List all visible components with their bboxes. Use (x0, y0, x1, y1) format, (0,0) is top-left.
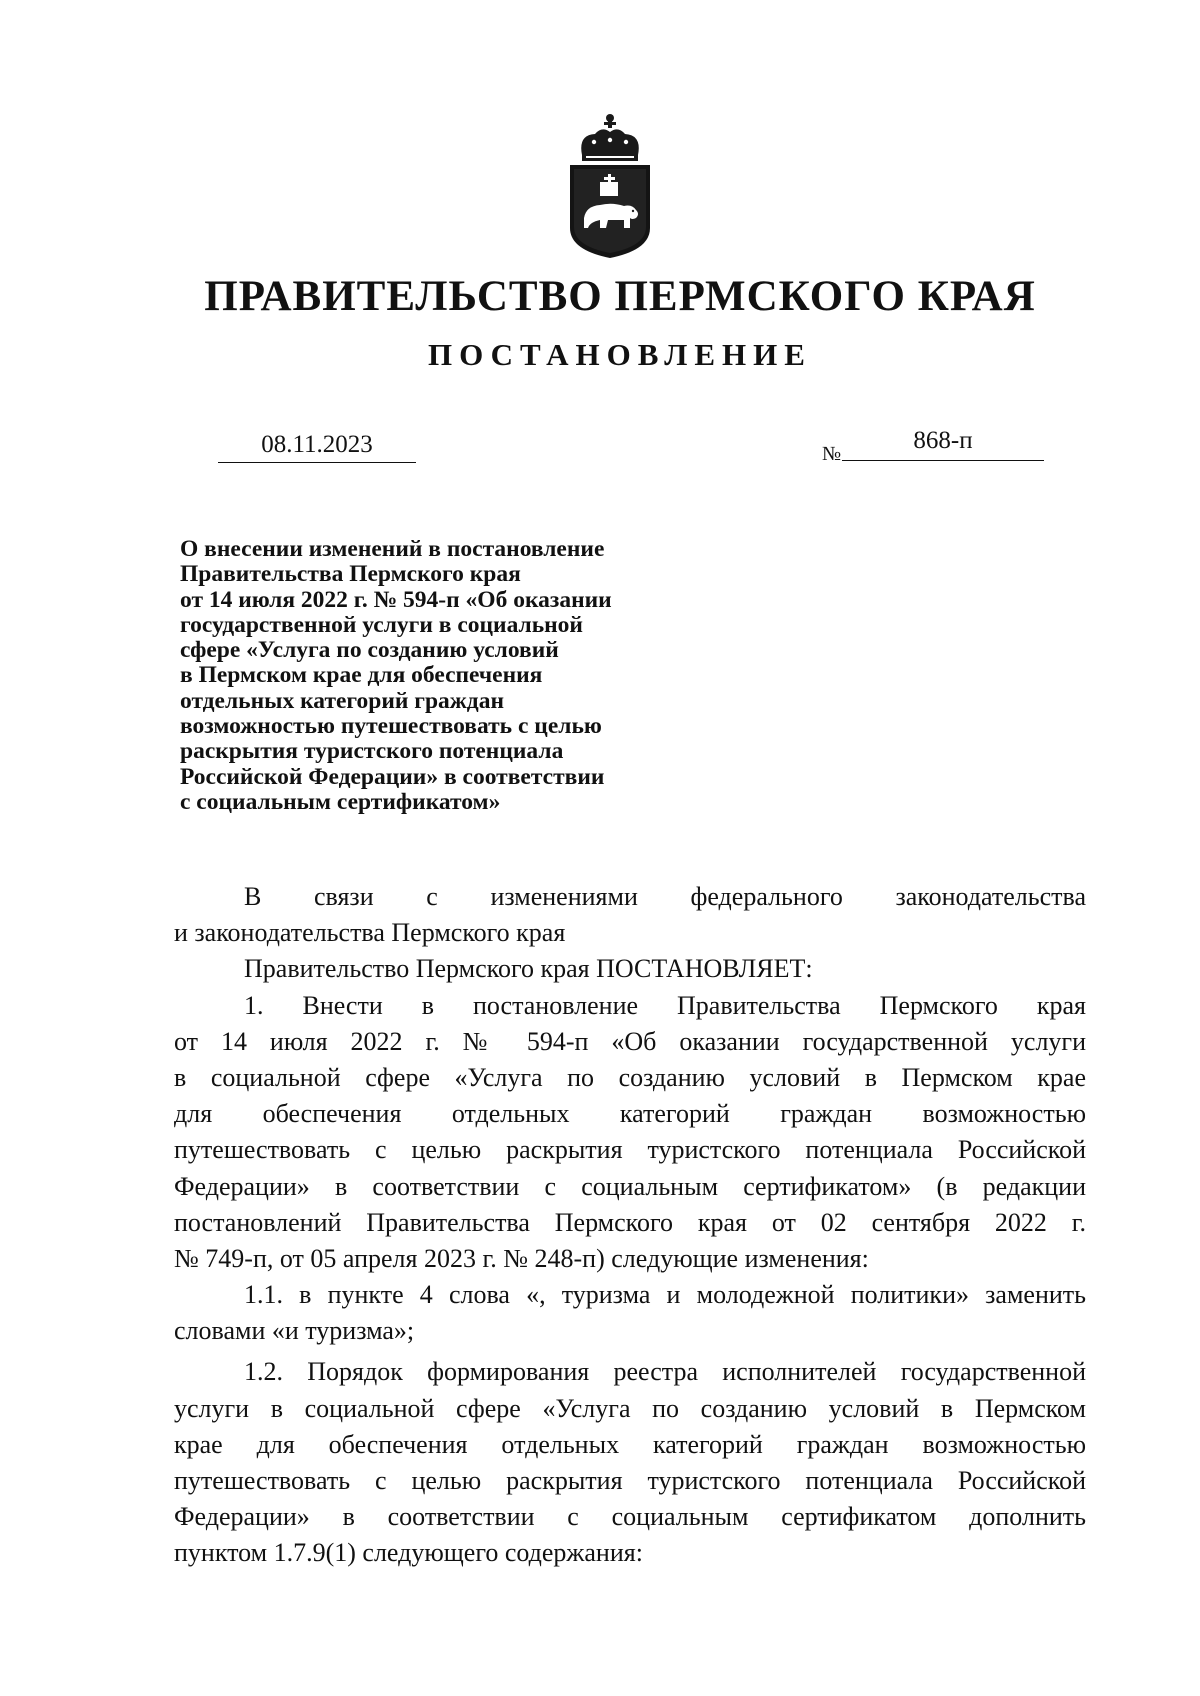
subject-line: с социальным сертификатом» (180, 788, 501, 815)
perm-krai-coat-of-arms-icon (560, 110, 660, 260)
subject-line: государственной услуги в социальной (180, 611, 583, 638)
subject-line: раскрытия туристского потенциала (180, 738, 564, 765)
subject-line: от 14 июля 2022 г. № 594-п «Об оказании (180, 586, 612, 613)
subject-line: отдельных категорий граждан (180, 687, 504, 714)
subject-line: Правительства Пермского края (180, 561, 521, 588)
body-line: постановлений Правительства Пермского края от 02 сентября 2022 г. (174, 1207, 1086, 1237)
organization-title: ПРАВИТЕЛЬСТВО ПЕРМСКОГО КРАЯ (204, 273, 1036, 320)
subject-line: О внесении изменений в постановление (180, 536, 605, 562)
document-subject (180, 537, 720, 815)
body-line: В связи с изменениями федерального законодательства (244, 882, 1086, 911)
body-line: Федерации» в соответствии с социальным сертификатом» (в редакции (174, 1171, 1086, 1201)
body-line: крае для обеспечения отдельных категорий граждан возможностью (174, 1429, 1086, 1459)
body-line: словами «и туризма»; (174, 1316, 415, 1346)
number-label: № (822, 443, 842, 465)
body-line: № 749-п, от 05 апреля 2023 г. № 248-п) следующие изменения: (174, 1243, 869, 1273)
body-line: 1.2. Порядок формирования реестра исполнителей государственной (244, 1357, 1086, 1387)
subject-line: в Пермском крае для обеспечения (180, 662, 543, 689)
body-line: 1. Внести в постановление Правительства Пермского края (244, 990, 1086, 1020)
subject-line: Российской Федерации» в соответствии (180, 763, 605, 790)
body-line: от 14 июля 2022 г. № 594-п «Об оказании государственной услуги (174, 1026, 1086, 1056)
body-line: для обеспечения отдельных категорий граждан возможностью (174, 1099, 1086, 1129)
document-date: 08.11.2023 (218, 428, 416, 463)
body-line: 1.1. в пункте 4 слова «, туризма и молодежной политики» заменить (244, 1280, 1086, 1310)
document-body (174, 879, 1086, 1572)
document-type: ПОСТАНОВЛЕНИЕ (428, 337, 812, 372)
document-number: 868-п (842, 422, 1044, 461)
body-line: путешествовать с целью раскрытия туристского потенциала Российской (174, 1466, 1086, 1495)
subject-line: возможностью путешествовать с целью (180, 713, 602, 740)
body-line: пунктом 1.7.9(1) следующего содержания: (174, 1538, 643, 1568)
body-line: Федерации» в соответствии с социальным сертификатом дополнить (174, 1502, 1086, 1532)
body-line: и законодательства Пермского края (174, 918, 566, 948)
body-line: Правительство Пермского края ПОСТАНОВЛЯЕТ: (244, 954, 813, 984)
body-line: в социальной сфере «Услуга по созданию условий в Пермском крае (174, 1062, 1086, 1092)
subject-line: сфере «Услуга по созданию условий (180, 637, 559, 664)
body-line: услуги в социальной сфере «Услуга по созданию условий в Пермском (174, 1393, 1086, 1423)
body-line: путешествовать с целью раскрытия туристского потенциала Российской (174, 1135, 1086, 1165)
